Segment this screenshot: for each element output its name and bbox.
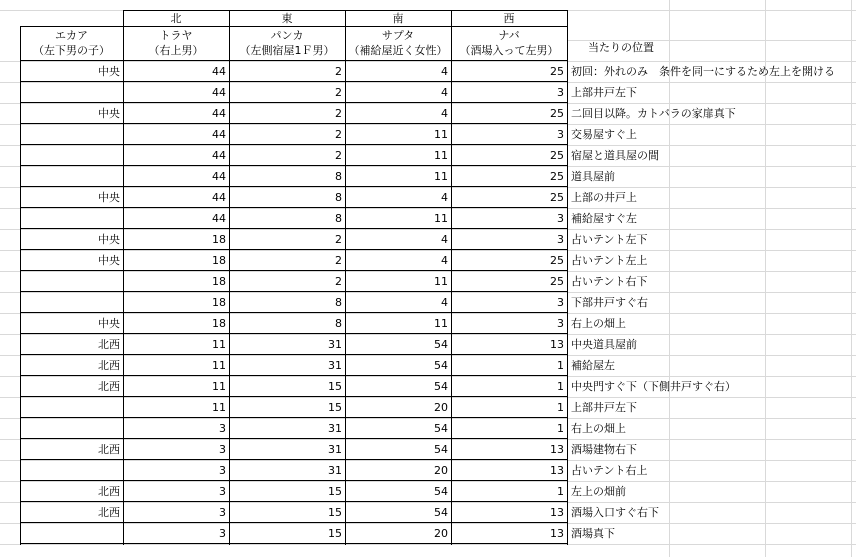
cell-saputa[interactable]: 54 (434, 359, 448, 372)
cell-naba[interactable]: 1 (557, 485, 564, 498)
direction-header[interactable]: 西 (503, 12, 515, 25)
cell-eka[interactable]: 北西 (98, 485, 120, 498)
cell-naba[interactable]: 3 (557, 233, 564, 246)
cell-saputa[interactable]: 4 (441, 65, 448, 78)
table-border (20, 26, 568, 27)
cell-tora[interactable]: 44 (212, 212, 226, 225)
cell-naba[interactable]: 25 (550, 275, 564, 288)
cell-panka[interactable]: 2 (335, 65, 342, 78)
direction-header[interactable]: 北 (170, 12, 182, 25)
cell-saputa[interactable]: 11 (434, 128, 448, 141)
cell-location[interactable]: 酒場建物右下 (571, 443, 637, 456)
person-name-header[interactable]: トラヤ (159, 29, 193, 42)
cell-tora[interactable]: 3 (219, 422, 226, 435)
cell-tora[interactable]: 3 (219, 506, 226, 519)
cell-saputa[interactable]: 4 (441, 86, 448, 99)
person-name-header[interactable]: エカア (55, 29, 88, 42)
cell-saputa[interactable]: 54 (434, 422, 448, 435)
cell-naba[interactable]: 25 (550, 149, 564, 162)
cell-naba[interactable]: 25 (550, 170, 564, 183)
cell-naba[interactable]: 25 (550, 107, 564, 120)
cell-eka[interactable]: 中央 (98, 317, 120, 330)
cell-panka[interactable]: 31 (328, 338, 342, 351)
cell-tora[interactable]: 11 (212, 338, 226, 351)
cell-saputa[interactable]: 4 (441, 191, 448, 204)
cell-naba[interactable]: 13 (550, 443, 564, 456)
cell-tora[interactable]: 44 (212, 191, 226, 204)
cell-tora[interactable]: 3 (219, 485, 226, 498)
cell-eka[interactable] (20, 292, 123, 313)
cell-eka[interactable] (20, 166, 123, 187)
person-name-header[interactable]: パンカ (270, 29, 304, 42)
cell-location[interactable]: 酒場真下 (571, 527, 615, 540)
cell-tora[interactable]: 3 (219, 443, 226, 456)
cell-tora[interactable]: 11 (212, 401, 226, 414)
cell-panka[interactable]: 8 (335, 296, 342, 309)
cell-naba[interactable]: 1 (557, 401, 564, 414)
cell-location[interactable]: 道具屋前 (571, 170, 615, 183)
cell-panka[interactable]: 2 (335, 275, 342, 288)
cell-tora[interactable]: 3 (219, 464, 226, 477)
cell-location[interactable]: 上部井戸左下 (571, 86, 637, 99)
direction-header[interactable]: 南 (392, 12, 404, 25)
cell-tora[interactable]: 18 (212, 317, 226, 330)
cell-eka[interactable] (20, 460, 123, 481)
cell-tora[interactable]: 18 (212, 254, 226, 267)
cell-saputa[interactable]: 54 (434, 485, 448, 498)
cell-location[interactable]: 補給屋すぐ左 (571, 212, 637, 225)
cell-saputa[interactable]: 20 (434, 464, 448, 477)
cell-location[interactable]: 右上の畑上 (571, 317, 626, 330)
cell-saputa[interactable]: 11 (434, 212, 448, 225)
gridline (0, 544, 856, 545)
cell-location[interactable]: 宿屋と道具屋の間 (571, 149, 659, 162)
cell-panka[interactable]: 2 (335, 128, 342, 141)
person-desc-header[interactable]: （補給屋近く女性） (348, 44, 448, 57)
cell-eka[interactable]: 北西 (98, 359, 120, 372)
location-header[interactable]: 当たりの位置 (588, 41, 654, 54)
cell-panka[interactable]: 31 (328, 443, 342, 456)
cell-saputa[interactable]: 54 (434, 338, 448, 351)
cell-panka[interactable]: 2 (335, 254, 342, 267)
cell-naba[interactable]: 1 (557, 422, 564, 435)
cell-eka[interactable] (20, 82, 123, 103)
cell-location[interactable]: 上部井戸左下 (571, 401, 637, 414)
cell-location[interactable]: 占いテント左下 (571, 233, 648, 246)
cell-location[interactable]: 二回目以降。カトバラの家扉真下 (571, 107, 736, 120)
cell-panka[interactable]: 15 (328, 485, 342, 498)
cell-eka[interactable] (20, 418, 123, 439)
cell-panka[interactable]: 2 (335, 149, 342, 162)
cell-panka[interactable]: 2 (335, 86, 342, 99)
cell-location[interactable]: 左上の畑前 (571, 485, 626, 498)
cell-saputa[interactable]: 4 (441, 296, 448, 309)
person-name-header[interactable]: ナバ (498, 29, 520, 42)
cell-naba[interactable]: 3 (557, 296, 564, 309)
cell-eka[interactable]: 中央 (98, 254, 120, 267)
cell-saputa[interactable]: 11 (434, 317, 448, 330)
cell-eka[interactable]: 中央 (98, 65, 120, 78)
cell-naba[interactable]: 13 (550, 338, 564, 351)
person-desc-header[interactable]: （左下男の子） (33, 44, 110, 57)
cell-location[interactable]: 占いテント右下 (571, 275, 648, 288)
person-desc-header[interactable]: （右上男） (148, 44, 204, 57)
cell-saputa[interactable]: 54 (434, 443, 448, 456)
cell-tora[interactable]: 3 (219, 527, 226, 540)
cell-tora[interactable]: 44 (212, 107, 226, 120)
cell-saputa[interactable]: 20 (434, 527, 448, 540)
cell-location[interactable]: 中央道具屋前 (571, 338, 637, 351)
cell-saputa[interactable]: 11 (434, 149, 448, 162)
cell-panka[interactable]: 8 (335, 170, 342, 183)
cell-naba[interactable]: 25 (550, 254, 564, 267)
cell-tora[interactable]: 44 (212, 128, 226, 141)
cell-panka[interactable]: 15 (328, 527, 342, 540)
cell-tora[interactable]: 18 (212, 296, 226, 309)
cell-location[interactable]: 酒場入口すぐ右下 (571, 506, 659, 519)
cell-saputa[interactable]: 54 (434, 380, 448, 393)
cell-location[interactable]: 初回：外れのみ 条件を同一にするため左上を開ける (571, 65, 835, 78)
cell-naba[interactable]: 25 (550, 65, 564, 78)
cell-naba[interactable]: 1 (557, 359, 564, 372)
cell-panka[interactable]: 15 (328, 401, 342, 414)
cell-naba[interactable]: 3 (557, 212, 564, 225)
cell-eka[interactable] (20, 208, 123, 229)
cell-panka[interactable]: 2 (335, 107, 342, 120)
cell-location[interactable]: 交易屋すぐ上 (571, 128, 637, 141)
cell-tora[interactable]: 44 (212, 86, 226, 99)
cell-saputa[interactable]: 20 (434, 401, 448, 414)
person-desc-header[interactable]: （酒場入って左男） (459, 44, 559, 57)
direction-header[interactable]: 東 (281, 12, 293, 25)
cell-panka[interactable]: 8 (335, 191, 342, 204)
cell-eka[interactable] (20, 271, 123, 292)
cell-location[interactable]: 補給屋左 (571, 359, 615, 372)
cell-eka[interactable]: 北西 (98, 380, 120, 393)
cell-eka[interactable]: 北西 (98, 506, 120, 519)
cell-eka[interactable]: 中央 (98, 233, 120, 246)
cell-panka[interactable]: 31 (328, 464, 342, 477)
cell-eka[interactable] (20, 124, 123, 145)
cell-panka[interactable]: 2 (335, 233, 342, 246)
cell-location[interactable]: 占いテント右上 (571, 464, 648, 477)
cell-panka[interactable]: 8 (335, 317, 342, 330)
cell-panka[interactable]: 31 (328, 359, 342, 372)
cell-panka[interactable]: 8 (335, 212, 342, 225)
cell-naba[interactable]: 3 (557, 128, 564, 141)
cell-naba[interactable]: 1 (557, 380, 564, 393)
cell-eka[interactable] (20, 523, 123, 544)
cell-naba[interactable]: 13 (550, 464, 564, 477)
person-desc-header[interactable]: （左側宿屋1Ｆ男） (239, 44, 335, 57)
cell-location[interactable]: 右上の畑上 (571, 422, 626, 435)
cell-tora[interactable]: 11 (212, 359, 226, 372)
cell-saputa[interactable]: 4 (441, 254, 448, 267)
cell-location[interactable]: 上部の井戸上 (571, 191, 637, 204)
cell-location[interactable]: 下部井戸すぐ右 (571, 296, 648, 309)
cell-naba[interactable]: 13 (550, 527, 564, 540)
cell-naba[interactable]: 13 (550, 506, 564, 519)
cell-saputa[interactable]: 11 (434, 275, 448, 288)
cell-eka[interactable]: 北西 (98, 338, 120, 351)
cell-location[interactable]: 中央門すぐ下（下側井戸すぐ右） (571, 380, 736, 393)
cell-eka[interactable]: 中央 (98, 191, 120, 204)
cell-saputa[interactable]: 4 (441, 233, 448, 246)
cell-eka[interactable] (20, 145, 123, 166)
cell-naba[interactable]: 25 (550, 191, 564, 204)
cell-saputa[interactable]: 11 (434, 170, 448, 183)
cell-tora[interactable]: 11 (212, 380, 226, 393)
cell-tora[interactable]: 18 (212, 233, 226, 246)
cell-tora[interactable]: 44 (212, 65, 226, 78)
cell-eka[interactable]: 中央 (98, 107, 120, 120)
cell-naba[interactable]: 3 (557, 317, 564, 330)
cell-eka[interactable]: 北西 (98, 443, 120, 456)
cell-eka[interactable] (20, 397, 123, 418)
cell-panka[interactable]: 15 (328, 380, 342, 393)
cell-panka[interactable]: 31 (328, 422, 342, 435)
cell-saputa[interactable]: 54 (434, 506, 448, 519)
cell-naba[interactable]: 3 (557, 86, 564, 99)
cell-tora[interactable]: 18 (212, 275, 226, 288)
cell-saputa[interactable]: 4 (441, 107, 448, 120)
cell-tora[interactable]: 44 (212, 170, 226, 183)
cell-tora[interactable]: 44 (212, 149, 226, 162)
person-name-header[interactable]: サプタ (381, 29, 415, 42)
cell-panka[interactable]: 15 (328, 506, 342, 519)
cell-location[interactable]: 占いテント左上 (571, 254, 648, 267)
